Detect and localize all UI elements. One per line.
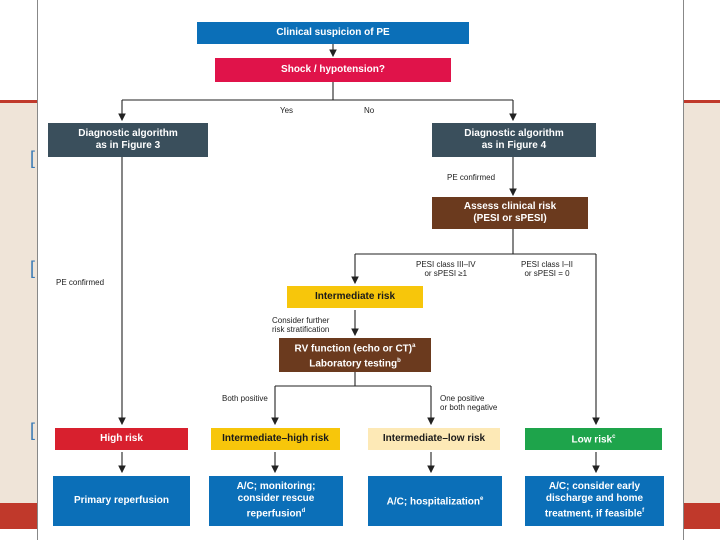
intermediate-high-risk-node bbox=[211, 428, 340, 450]
pesi-34-line1: PESI class III–IV bbox=[416, 260, 476, 269]
diagnostic-algorithm-fig3-node bbox=[48, 123, 208, 157]
pe-confirmed-left-label: PE confirmed bbox=[56, 278, 105, 287]
primary-reperfusion-text: Primary reperfusion bbox=[73, 495, 170, 506]
shock-hypotension-text: Shock / hypotension? bbox=[281, 64, 385, 75]
pe-confirmed-right-label: PE confirmed bbox=[447, 173, 496, 182]
assess-line1: Assess clinical risk bbox=[463, 201, 557, 212]
diag-fig4-line1: Diagnostic algorithm bbox=[464, 128, 564, 139]
rv-line1-footnote: a bbox=[412, 342, 416, 349]
bullet-bracket-icon: [ bbox=[30, 420, 36, 440]
one-positive-line2: or both negative bbox=[440, 403, 498, 412]
both-positive-label: Both positive bbox=[222, 394, 268, 403]
pesi-12-line1: PESI class I–II bbox=[521, 260, 574, 269]
further-stratification-label bbox=[272, 316, 329, 334]
no-label: No bbox=[364, 106, 375, 115]
further-line1: Consider further bbox=[272, 316, 330, 325]
ac-early-line3: treatment, if feasible bbox=[544, 508, 643, 520]
assess-line2: (PESI or sPESI) bbox=[473, 213, 547, 224]
high-risk-text: High risk bbox=[100, 433, 143, 444]
bullet-bracket-icon: [ bbox=[30, 258, 36, 278]
yes-label: Yes bbox=[280, 106, 294, 115]
diag-fig3-line2: as in Figure 3 bbox=[95, 140, 161, 151]
intermediate-risk-text: Intermediate risk bbox=[314, 291, 396, 302]
ac-hospitalization-node bbox=[368, 476, 502, 526]
ac-monitor-line3: reperfusion bbox=[246, 508, 302, 520]
ac-early-discharge-node bbox=[525, 476, 664, 526]
diag-fig3-line1: Diagnostic algorithm bbox=[78, 128, 178, 139]
high-risk-node bbox=[55, 428, 188, 450]
low-risk-text: Low risk bbox=[571, 434, 613, 446]
one-positive-line1: One positive bbox=[440, 394, 485, 403]
intermediate-risk-node bbox=[287, 286, 423, 308]
rv-line2-footnote: b bbox=[397, 358, 401, 364]
one-positive-label bbox=[440, 394, 497, 412]
rv-function-lab-testing-node bbox=[279, 338, 431, 372]
ac-hospitalization-footnote: e bbox=[480, 496, 484, 503]
clinical-suspicion-text: Clinical suspicion of PE bbox=[276, 27, 390, 38]
diag-fig4-line2: as in Figure 4 bbox=[481, 140, 547, 151]
ac-monitor-footnote: d bbox=[301, 508, 306, 515]
ac-early-footnote: f bbox=[642, 508, 645, 515]
ac-early-line2: discharge and home bbox=[545, 493, 644, 505]
ac-early-line1: A/C; consider early bbox=[548, 481, 641, 493]
diagnostic-algorithm-fig4-node bbox=[432, 123, 596, 157]
assess-clinical-risk-node bbox=[432, 197, 588, 229]
intermediate-low-risk-node bbox=[368, 428, 500, 450]
primary-reperfusion-node bbox=[53, 476, 190, 526]
ac-monitor-line2: consider rescue bbox=[237, 493, 315, 505]
pesi-class-1-2-label bbox=[521, 260, 573, 278]
low-risk-node bbox=[525, 428, 662, 450]
pesi-class-3-4-label bbox=[416, 260, 476, 278]
pesi-12-line2: or sPESI = 0 bbox=[524, 269, 570, 278]
shock-hypotension-node bbox=[215, 58, 451, 82]
rv-line2: Laboratory testing bbox=[309, 358, 398, 370]
rv-line1: RV function (echo or CT) bbox=[294, 343, 413, 354]
pesi-34-line2: or sPESI ≥1 bbox=[424, 269, 468, 278]
further-line2: risk stratification bbox=[272, 325, 330, 334]
ac-monitor-line1: A/C; monitoring; bbox=[236, 481, 316, 493]
bullet-bracket-icon: [ bbox=[30, 148, 36, 168]
low-risk-footnote: c bbox=[612, 434, 616, 441]
intermediate-low-risk-text: Intermediate–low risk bbox=[382, 433, 486, 444]
clinical-suspicion-node bbox=[197, 22, 469, 44]
ac-monitoring-node bbox=[209, 476, 343, 526]
intermediate-high-risk-text: Intermediate–high risk bbox=[222, 433, 329, 444]
ac-hospitalization-text: A/C; hospitalization bbox=[386, 496, 480, 508]
